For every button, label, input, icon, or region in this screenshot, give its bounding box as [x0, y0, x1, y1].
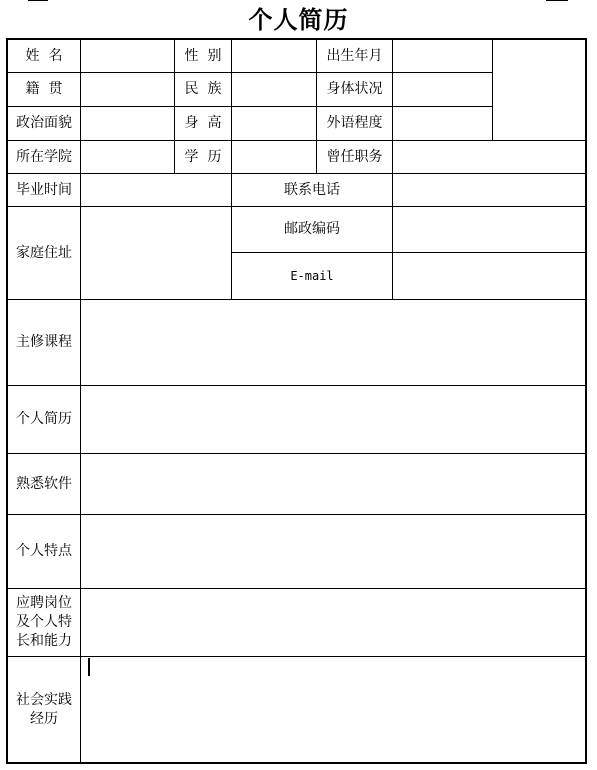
label-home-address: 家庭住址 — [16, 244, 72, 261]
text-cursor — [88, 658, 90, 676]
label-health: 身体状况 — [326, 81, 383, 97]
label-postcode: 邮政编码 — [284, 221, 340, 237]
label-height: 身 高 — [184, 115, 222, 131]
label-position-line1: 应聘岗位 — [16, 595, 72, 611]
label-phone: 联系电话 — [284, 181, 340, 198]
gender-field[interactable] — [232, 40, 316, 72]
former-post-field[interactable] — [393, 141, 585, 173]
postcode-field[interactable] — [393, 207, 585, 252]
position-field[interactable] — [81, 589, 585, 656]
label-native-place: 籍 贯 — [25, 81, 63, 97]
label-practice — [8, 657, 80, 763]
main-courses-field[interactable] — [81, 300, 585, 385]
label-position-line2: 及个人特 — [16, 614, 72, 630]
foreign-language-field[interactable] — [393, 107, 492, 140]
email-field[interactable] — [393, 253, 585, 299]
label-traits: 个人特点 — [16, 543, 72, 559]
name-field[interactable] — [81, 40, 174, 72]
corner-mark-right — [546, 0, 568, 1]
label-main-courses: 主修课程 — [16, 334, 72, 350]
practice-field[interactable] — [81, 657, 585, 763]
phone-field[interactable] — [393, 174, 585, 206]
label-education: 学 历 — [184, 148, 222, 165]
label-college: 所在学院 — [16, 148, 72, 165]
label-graduation-time: 毕业时间 — [16, 181, 72, 198]
college-field[interactable] — [81, 141, 174, 173]
page-title: 个人简历 — [248, 5, 349, 34]
photo-area[interactable] — [493, 40, 585, 140]
label-birth: 出生年月 — [326, 47, 383, 64]
label-foreign-language: 外语程度 — [326, 115, 383, 131]
label-software: 熟悉软件 — [16, 475, 72, 492]
label-practice-line1: 社会实践 — [16, 692, 72, 708]
traits-field[interactable] — [81, 515, 585, 588]
graduation-time-field[interactable] — [81, 174, 231, 206]
label-ethnicity: 民 族 — [184, 81, 222, 97]
label-position-line3: 长和能力 — [16, 633, 72, 649]
label-resume: 个人简历 — [16, 411, 72, 427]
resume-field[interactable] — [81, 386, 585, 453]
label-gender: 性 别 — [184, 47, 222, 64]
label-former-post: 曾任职务 — [326, 148, 383, 165]
height-field[interactable] — [232, 107, 316, 140]
health-field[interactable] — [393, 73, 492, 106]
software-field[interactable] — [81, 454, 585, 514]
political-status-field[interactable] — [81, 107, 174, 140]
home-address-field[interactable] — [81, 207, 231, 299]
label-practice-line2: 经历 — [30, 711, 58, 727]
label-political-status: 政治面貌 — [16, 115, 72, 131]
birth-field[interactable] — [393, 40, 492, 72]
label-position — [8, 589, 80, 656]
ethnicity-field[interactable] — [232, 73, 316, 106]
label-email: E-mail — [290, 268, 334, 283]
education-field[interactable] — [232, 141, 316, 173]
corner-mark-left — [28, 0, 48, 1]
label-name: 姓 名 — [25, 47, 63, 64]
native-place-field[interactable] — [81, 73, 174, 106]
